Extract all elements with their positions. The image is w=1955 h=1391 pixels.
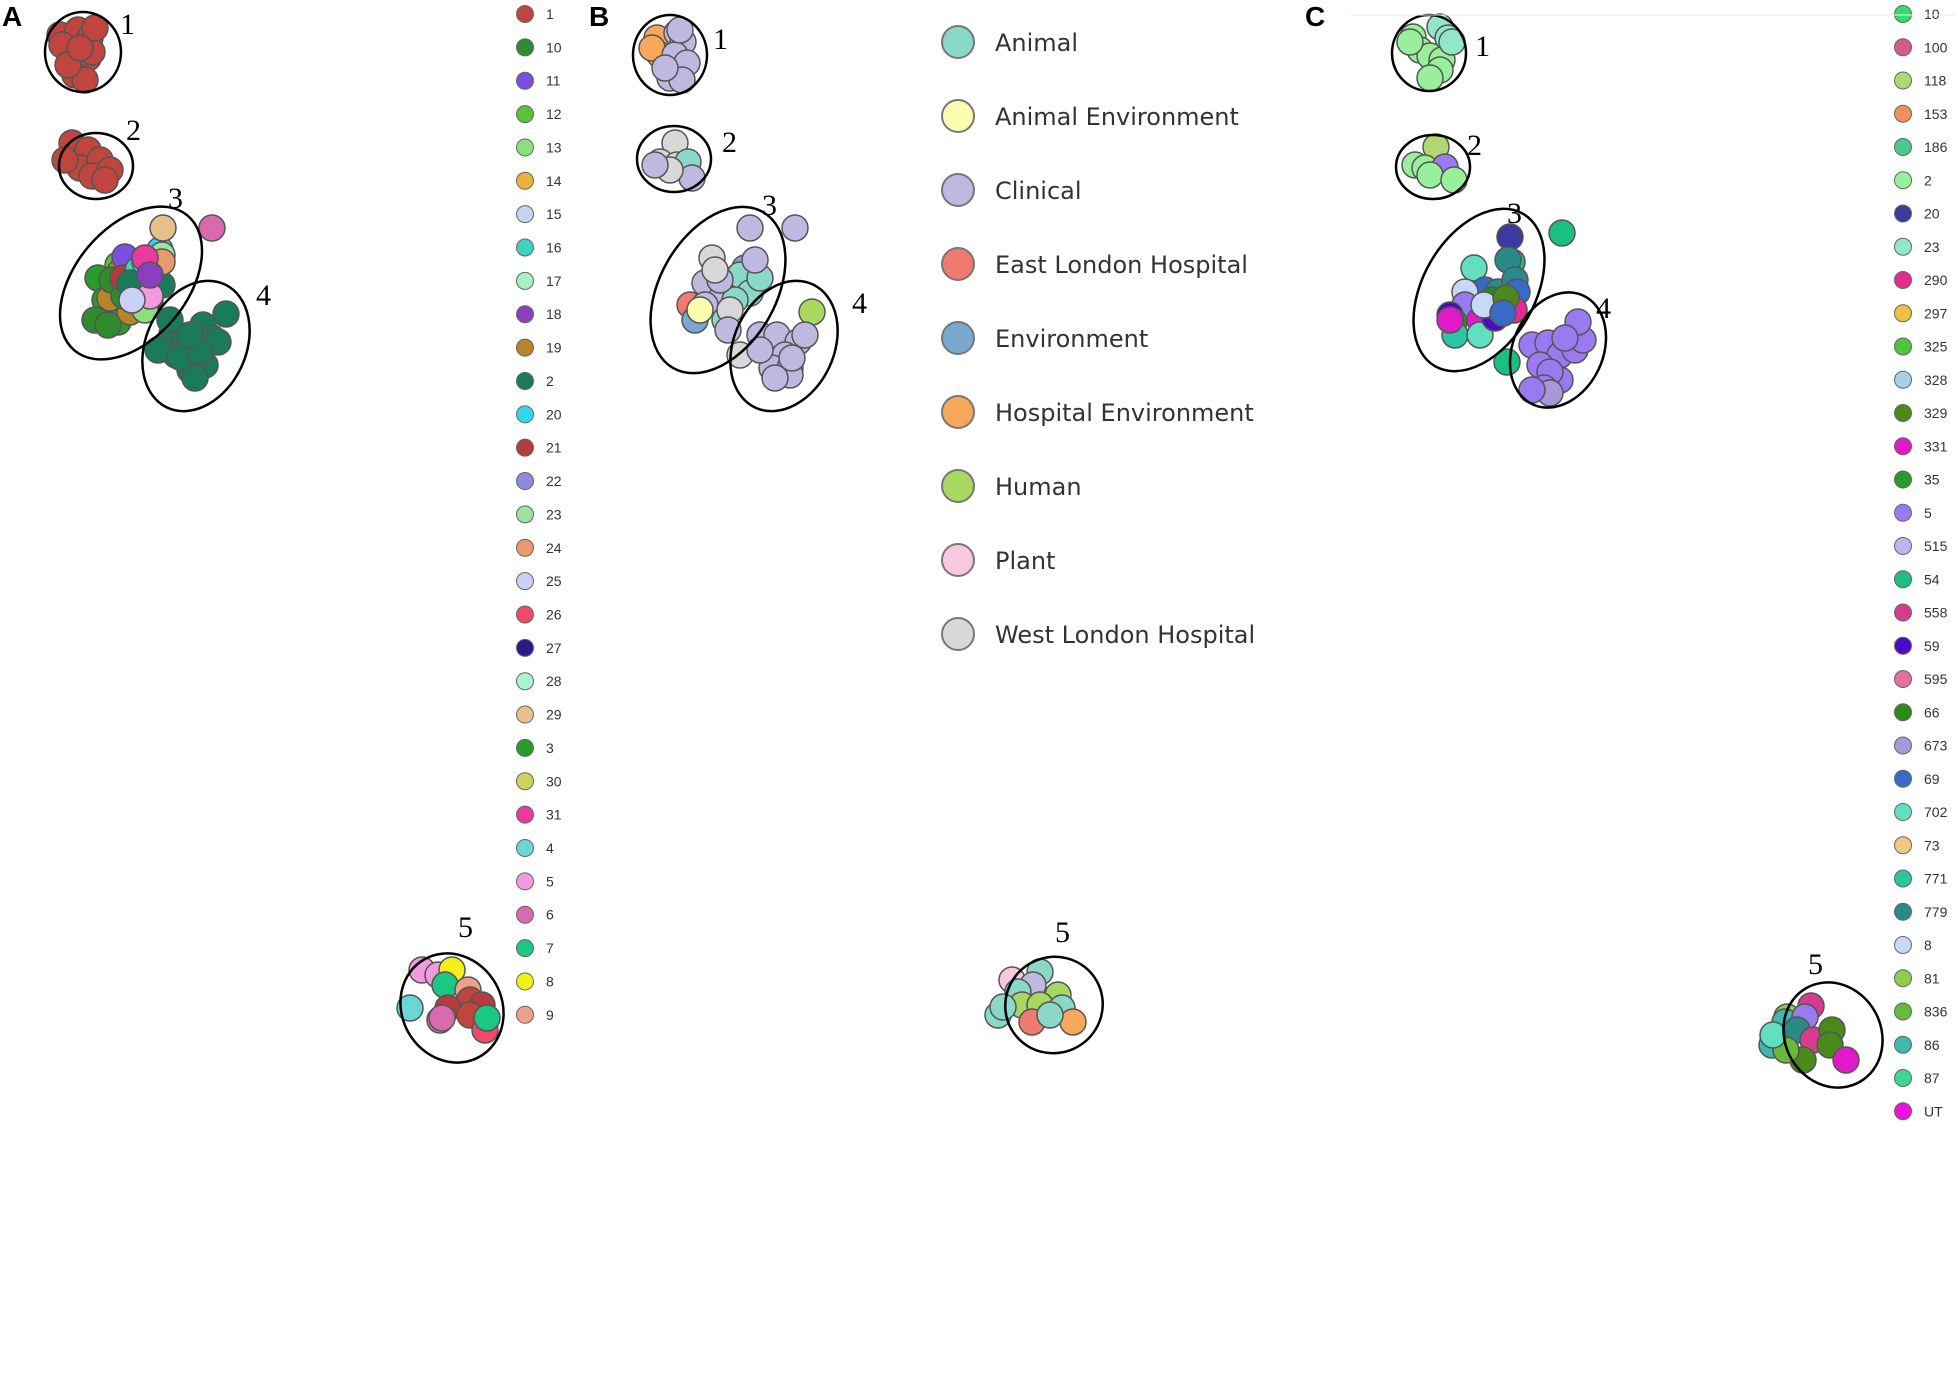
legend-swatch	[517, 539, 534, 556]
legend-item-label: 15	[546, 206, 562, 223]
legend-swatch	[1895, 504, 1912, 521]
legend-swatch	[517, 940, 534, 957]
legend-item-label: 14	[546, 172, 562, 189]
legend-item-label: 59	[1924, 637, 1940, 654]
legend-item-label: 328	[1924, 371, 1948, 388]
legend-item-label: 331	[1924, 438, 1948, 455]
legend-swatch	[517, 873, 534, 890]
point-b-Clinical	[747, 337, 773, 363]
legend-item-label: 20	[1924, 205, 1940, 222]
legend-item-label: 29	[546, 706, 562, 723]
point-a-1	[52, 147, 78, 173]
point-a-7	[432, 972, 458, 998]
legend-swatch	[1895, 6, 1912, 23]
point-b-Hospital Environment	[1060, 1009, 1086, 1035]
point-a-18	[137, 262, 163, 288]
legend-swatch	[1895, 338, 1912, 355]
legend-item-label: East London Hospital	[995, 251, 1248, 279]
legend-swatch	[1895, 1070, 1912, 1087]
legend-swatch	[1895, 671, 1912, 688]
legend-item-label: 31	[546, 806, 562, 823]
legend-item-label: 26	[546, 606, 562, 623]
legend-item-label: 27	[546, 639, 562, 656]
legend-item-label: 8	[546, 973, 554, 990]
legend-swatch	[517, 306, 534, 323]
cluster-3-label: 3	[762, 189, 777, 222]
legend-a	[517, 6, 562, 1024]
legend-item-label: 515	[1924, 538, 1948, 554]
legend-swatch	[517, 606, 534, 623]
cluster-2-label: 2	[722, 126, 737, 159]
legend-item-label: 2	[1924, 172, 1932, 189]
legend-item-label: Animal Environment	[995, 103, 1239, 131]
legend-swatch	[517, 706, 534, 723]
legend-item-label: 10	[546, 39, 562, 56]
point-c-5	[1552, 325, 1578, 351]
legend-item-label: 20	[546, 406, 562, 423]
legend-swatch	[517, 206, 534, 223]
legend-swatch	[517, 639, 534, 656]
legend-item-label: UT	[1924, 1103, 1943, 1120]
legend-swatch	[1895, 1003, 1912, 1020]
legend-swatch	[1895, 1036, 1912, 1053]
legend-swatch	[517, 573, 534, 590]
point-b-Animal	[990, 994, 1016, 1020]
point-b-Clinical	[762, 365, 788, 391]
legend-swatch	[942, 100, 974, 132]
legend-item-label: Environment	[995, 325, 1149, 353]
legend-swatch	[517, 106, 534, 123]
legend-swatch	[517, 72, 534, 89]
legend-swatch	[517, 272, 534, 289]
legend-swatch	[942, 248, 974, 280]
legend-swatch	[1895, 39, 1912, 56]
legend-item-label: 17	[546, 272, 562, 289]
point-b-Clinical	[652, 55, 678, 81]
legend-swatch	[517, 673, 534, 690]
cluster-5-label: 5	[1055, 916, 1070, 949]
legend-item-label: 4	[546, 840, 554, 856]
legend-item-label: 6	[546, 906, 554, 923]
legend-swatch	[1895, 870, 1912, 887]
legend-item-label: 7	[546, 940, 554, 957]
legend-swatch	[517, 406, 534, 423]
legend-item-label: 558	[1924, 604, 1948, 621]
point-b-Human	[799, 299, 825, 325]
legend-item-label: 5	[546, 873, 554, 890]
legend-item-label: 22	[546, 473, 562, 490]
legend-item-label: 10	[1924, 6, 1940, 22]
point-b-Clinical	[782, 215, 808, 241]
legend-item-label: 13	[546, 139, 562, 156]
point-c-69	[1490, 300, 1516, 326]
cluster-4-label: 4	[256, 279, 271, 312]
legend-swatch	[1895, 139, 1912, 156]
legend-swatch	[942, 470, 974, 502]
legend-swatch	[1895, 704, 1912, 721]
legend-item-label: 73	[1924, 837, 1940, 854]
legend-item-label: 595	[1924, 671, 1948, 687]
legend-swatch	[1895, 770, 1912, 787]
legend-swatch	[942, 396, 974, 428]
legend-item-label: 186	[1924, 139, 1948, 155]
legend-swatch	[517, 773, 534, 790]
legend-item-label: 771	[1924, 870, 1948, 887]
legend-swatch	[1895, 305, 1912, 322]
cluster-4-label: 4	[1596, 292, 1611, 325]
point-b-Clinical	[642, 152, 668, 178]
cluster-2-label: 2	[126, 114, 141, 147]
legend-item-label: 9	[546, 1006, 554, 1023]
point-b-Clinical	[742, 247, 768, 273]
point-c-2	[1397, 29, 1423, 55]
panel-a-plot	[32, 8, 524, 1081]
legend-item-label: Hospital Environment	[995, 399, 1254, 427]
legend-item-label: West London Hospital	[995, 621, 1256, 649]
legend-item-label: Animal	[995, 29, 1079, 57]
legend-item-label: 54	[1924, 571, 1940, 588]
legend-item-label: 702	[1924, 804, 1948, 820]
point-a-10	[95, 312, 121, 338]
legend-item-label: 5	[1924, 504, 1932, 521]
point-b-Clinical	[737, 215, 763, 241]
legend-swatch	[1895, 371, 1912, 388]
legend-item-label: 30	[546, 773, 562, 790]
legend-swatch	[1895, 937, 1912, 954]
legend-swatch	[517, 473, 534, 490]
legend-swatch	[517, 172, 534, 189]
legend-swatch	[517, 806, 534, 823]
legend-item-label: 836	[1924, 1003, 1948, 1020]
point-b-Clinical	[792, 322, 818, 348]
point-c-2	[1417, 162, 1443, 188]
legend-item-label: 673	[1924, 737, 1948, 754]
point-a-2	[213, 301, 239, 327]
legend-item-label: 69	[1924, 770, 1940, 787]
legend-swatch	[1895, 105, 1912, 122]
legend-swatch	[1895, 1103, 1912, 1120]
legend-swatch	[517, 1006, 534, 1023]
legend-b	[942, 26, 1255, 650]
legend-item-label: 329	[1924, 405, 1948, 421]
point-c-702	[1760, 1022, 1786, 1048]
legend-swatch	[517, 439, 534, 456]
point-a-29	[150, 215, 176, 241]
legend-item-label: 2	[546, 372, 554, 389]
point-c-54	[1549, 220, 1575, 246]
panel-b-plot	[623, 15, 1121, 1071]
cluster-2-label: 2	[1467, 129, 1482, 162]
point-a-1	[92, 167, 118, 193]
legend-swatch	[517, 139, 534, 156]
legend-swatch	[1895, 604, 1912, 621]
legend-item-label: 19	[546, 339, 562, 356]
legend-swatch	[942, 544, 974, 576]
legend-item-label: 66	[1924, 704, 1940, 721]
legend-swatch	[1895, 804, 1912, 821]
point-a-6	[429, 1005, 455, 1031]
legend-swatch	[1895, 538, 1912, 555]
cluster-1-label: 1	[713, 23, 728, 56]
legend-swatch	[1895, 172, 1912, 189]
legend-item-label: 23	[546, 506, 562, 523]
legend-swatch	[1895, 837, 1912, 854]
legend-swatch	[517, 339, 534, 356]
legend-swatch	[517, 39, 534, 56]
point-a-6	[199, 215, 225, 241]
legend-item-label: Human	[995, 473, 1082, 501]
legend-swatch	[1895, 637, 1912, 654]
legend-item-label: 1	[546, 6, 554, 22]
legend-item-label: 21	[546, 439, 562, 456]
legend-item-label: 8	[1924, 937, 1932, 953]
point-a-1	[67, 35, 93, 61]
legend-swatch	[1895, 970, 1912, 987]
legend-item-label: 3	[546, 739, 554, 756]
legend-item-label: 28	[546, 673, 562, 690]
legend-swatch	[942, 174, 974, 206]
legend-swatch	[942, 26, 974, 58]
cluster-4-label: 4	[852, 287, 867, 320]
cluster-5-label: 5	[1808, 948, 1823, 981]
legend-item-label: 16	[546, 239, 562, 256]
cluster-5-label: 5	[458, 911, 473, 944]
point-c-2	[1441, 167, 1467, 193]
point-c-331	[1437, 307, 1463, 333]
point-c-2	[1417, 65, 1443, 91]
point-b-Animal Environment	[687, 297, 713, 323]
legend-item-label: 12	[546, 106, 562, 123]
point-b-West London Hospital	[702, 257, 728, 283]
legend-swatch	[1895, 405, 1912, 422]
legend-swatch	[1895, 471, 1912, 488]
legend-swatch	[517, 372, 534, 389]
legend-swatch	[1895, 238, 1912, 255]
legend-swatch	[1895, 438, 1912, 455]
point-c-331	[1833, 1047, 1859, 1073]
cluster-1-label: 1	[1475, 30, 1490, 63]
legend-item-label: 297	[1924, 305, 1948, 322]
legend-item-label: 23	[1924, 238, 1940, 255]
panel-label-c: C	[1305, 1, 1326, 32]
point-a-25	[119, 287, 145, 313]
legend-swatch	[517, 840, 534, 857]
legend-item-label: 35	[1924, 471, 1940, 488]
legend-swatch	[1895, 903, 1912, 920]
legend-swatch	[517, 506, 534, 523]
legend-swatch	[1895, 571, 1912, 588]
panel-c-plot	[1387, 14, 1902, 1106]
cluster-3-label: 3	[1507, 197, 1522, 230]
legend-item-label: 100	[1924, 39, 1948, 56]
panel-label-b: B	[589, 1, 610, 32]
legend-item-label: 87	[1924, 1070, 1940, 1086]
legend-item-label: 18	[546, 306, 562, 323]
legend-item-label: 24	[546, 539, 562, 556]
legend-item-label: Clinical	[995, 177, 1082, 205]
point-a-7	[474, 1005, 500, 1031]
legend-swatch	[1895, 272, 1912, 289]
legend-item-label: 11	[546, 72, 561, 89]
legend-item-label: 325	[1924, 338, 1948, 355]
legend-swatch	[1895, 737, 1912, 754]
cluster-3-label: 3	[168, 182, 183, 215]
legend-item-label: 118	[1924, 72, 1947, 89]
panel-label-a: A	[2, 1, 23, 32]
legend-swatch	[517, 906, 534, 923]
legend-swatch	[517, 6, 534, 23]
legend-swatch	[1895, 72, 1912, 89]
legend-item-label: 86	[1924, 1036, 1940, 1053]
legend-swatch	[1895, 205, 1912, 222]
legend-swatch	[517, 739, 534, 756]
legend-swatch	[942, 322, 974, 354]
legend-item-label: 81	[1924, 970, 1940, 987]
legend-item-label: 25	[546, 573, 562, 590]
legend-item-label: 290	[1924, 272, 1948, 288]
cluster-1-label: 1	[120, 8, 135, 41]
legend-swatch	[517, 239, 534, 256]
legend-c	[1895, 6, 1948, 1120]
legend-swatch	[942, 618, 974, 650]
legend-item-label: Plant	[995, 547, 1056, 575]
point-b-Animal	[1037, 1002, 1063, 1028]
legend-item-label: 779	[1924, 903, 1948, 920]
legend-swatch	[517, 973, 534, 990]
legend-item-label: 153	[1924, 105, 1948, 122]
